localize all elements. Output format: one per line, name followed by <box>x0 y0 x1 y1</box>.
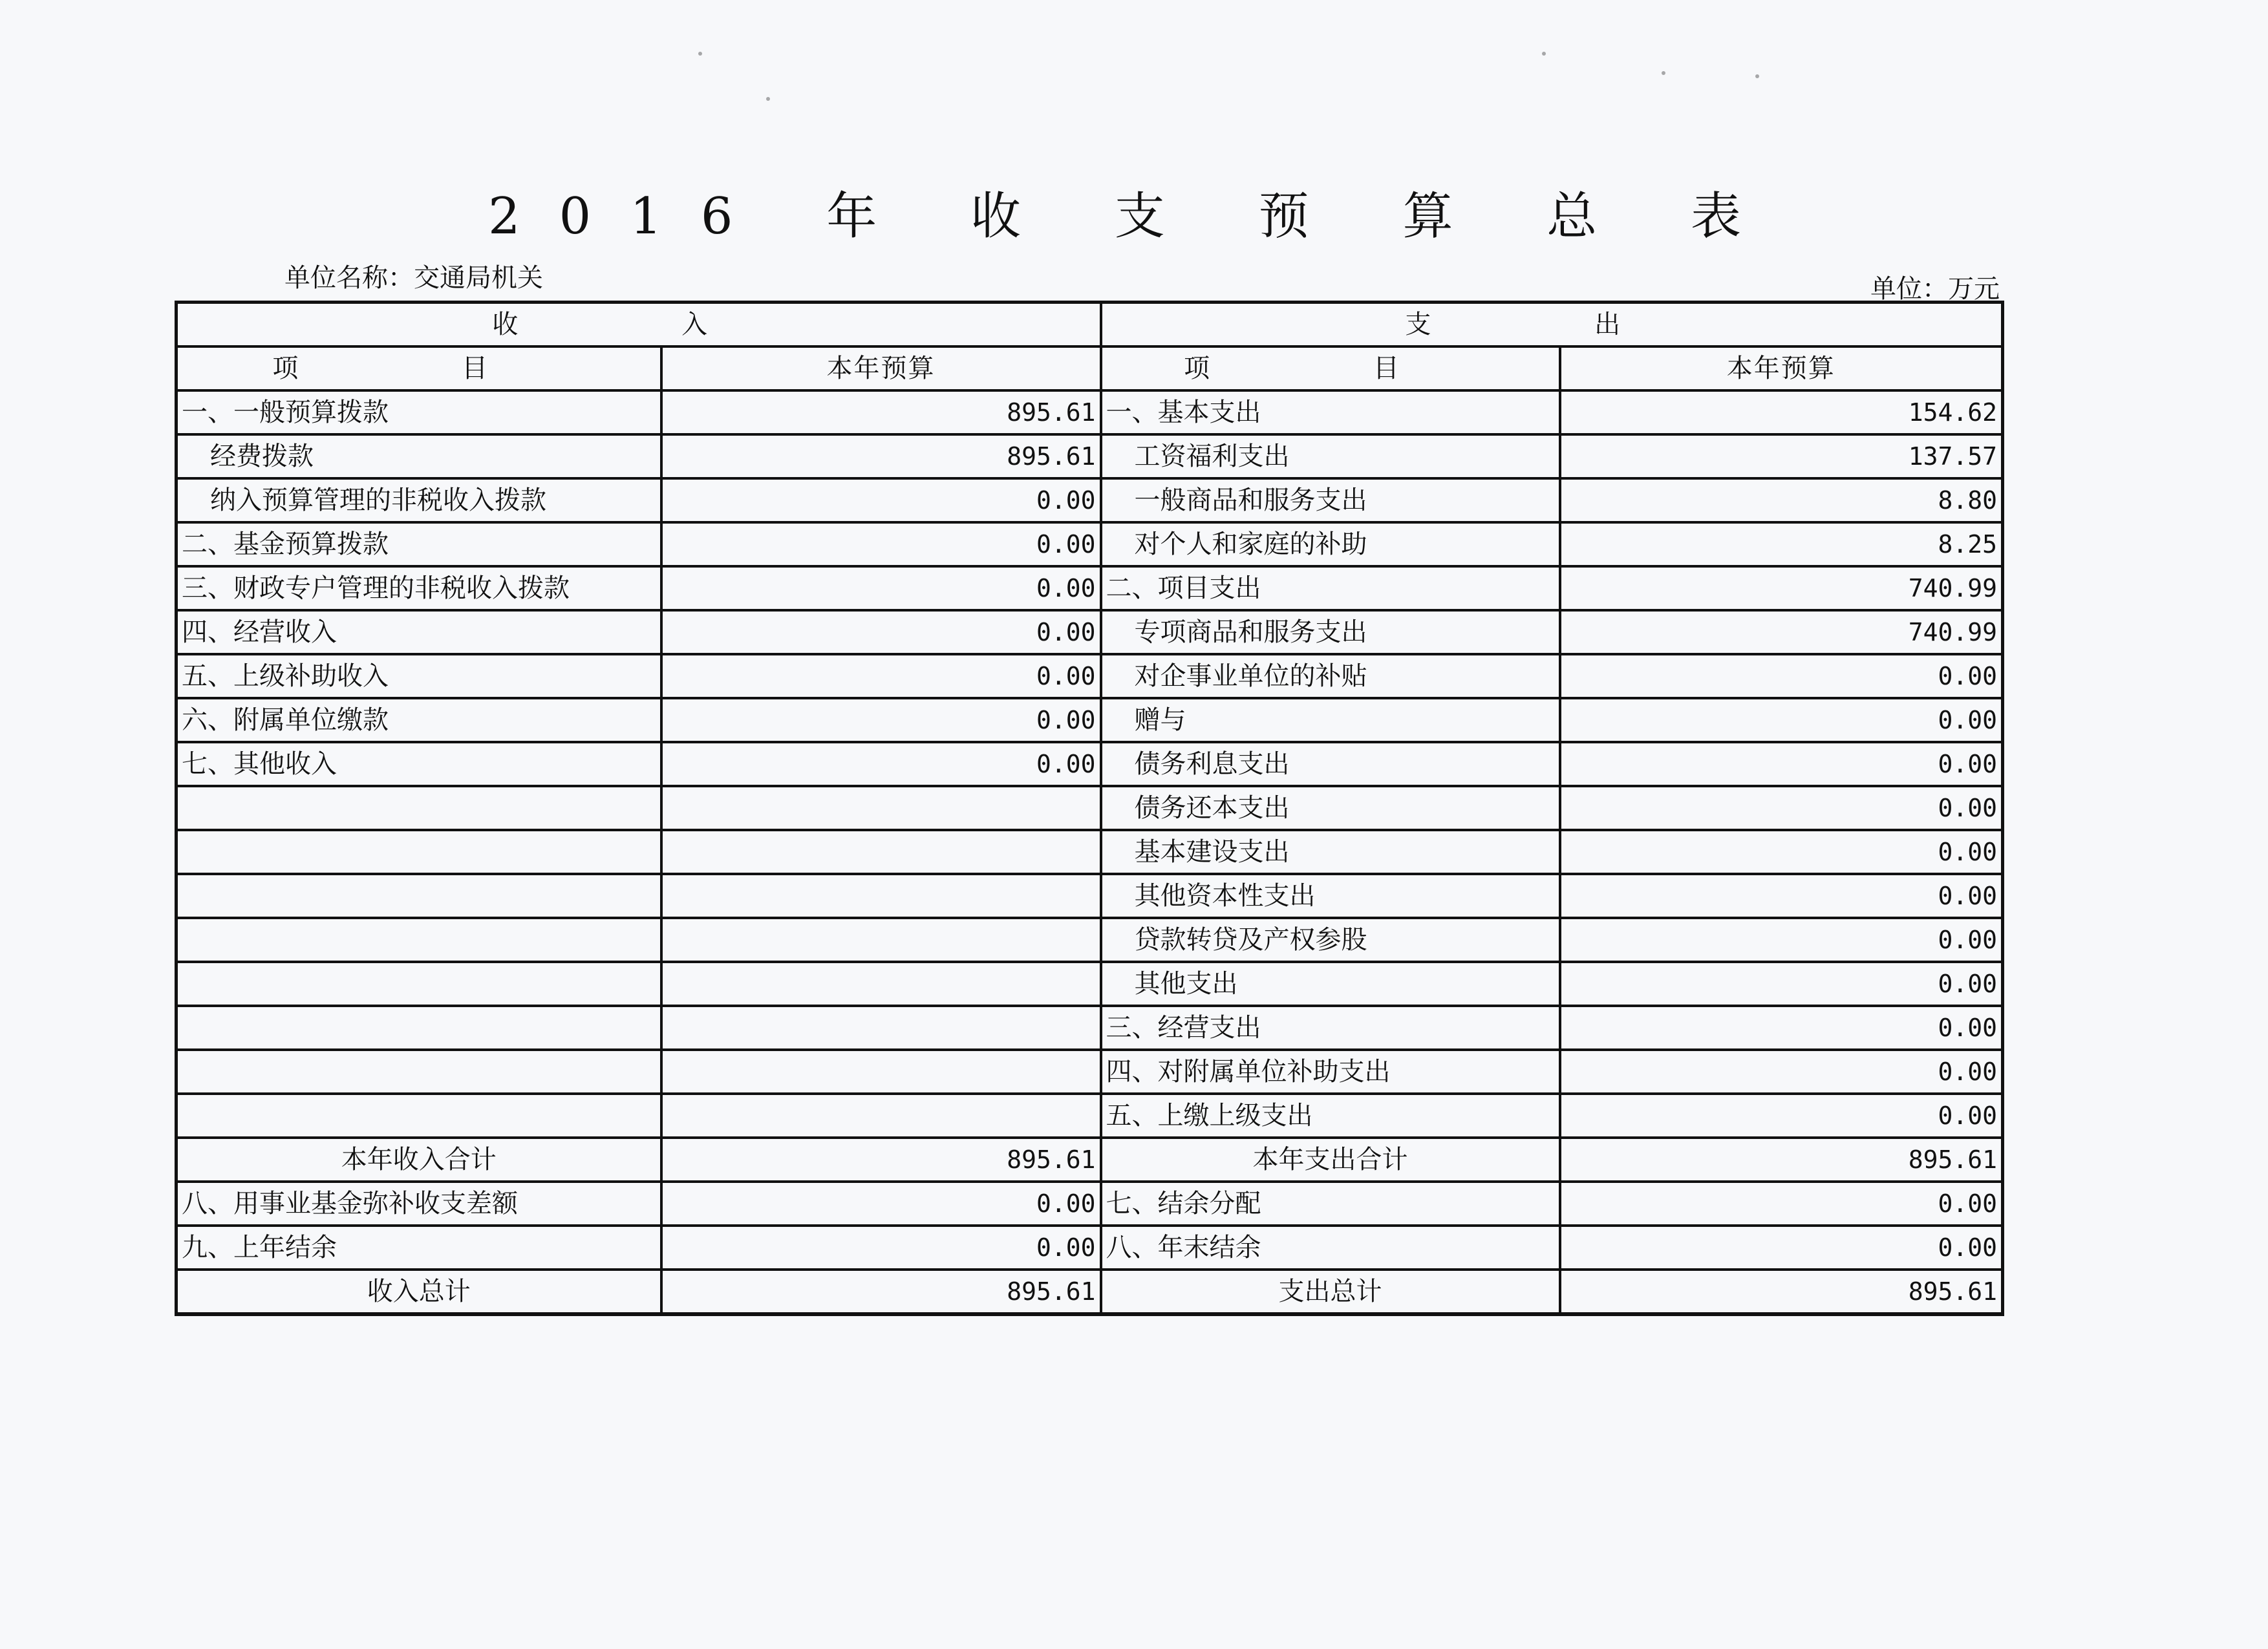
expense-item-cell: 贷款转贷及产权参股 <box>1101 918 1560 962</box>
budget-table-body <box>177 303 2003 1315</box>
income-item-cell: 五、上级补助收入 <box>177 654 661 698</box>
expense-budget-cell: 0.00 <box>1560 830 2003 874</box>
income-budget-cell <box>661 1094 1101 1138</box>
income-total-value: 895.61 <box>661 1270 1101 1314</box>
table-row <box>177 962 2003 1006</box>
scan-speck <box>1755 74 1759 78</box>
expense-section-header: 支 出 <box>1101 303 2003 347</box>
income-item-cell <box>177 962 661 1006</box>
income-total-label: 收入总计 <box>177 1270 661 1314</box>
income-subtotal-value: 895.61 <box>661 1138 1101 1182</box>
expense-budget-cell: 0.00 <box>1560 1006 2003 1050</box>
expense-item-cell: 一、基本支出 <box>1101 390 1560 434</box>
table-row <box>177 1050 2003 1094</box>
expense-total-label: 支出总计 <box>1101 1270 1560 1314</box>
unit-name: 单位名称：交通局机关 <box>284 263 543 293</box>
unit-label: 单位：万元 <box>1870 274 2000 304</box>
income-section-header: 收 入 <box>177 303 1101 347</box>
expense-total-value: 895.61 <box>1560 1270 2003 1314</box>
expense-item-cell: 五、上缴上级支出 <box>1101 1094 1560 1138</box>
column-header-row <box>177 346 2003 390</box>
income-budget-cell: 0.00 <box>661 1226 1101 1270</box>
income-budget-cell <box>661 962 1101 1006</box>
income-budget-cell: 0.00 <box>661 478 1101 522</box>
expense-budget-cell: 8.80 <box>1560 478 2003 522</box>
table-row <box>177 742 2003 786</box>
income-budget-cell: 0.00 <box>661 522 1101 566</box>
expense-item-cell: 四、对附属单位补助支出 <box>1101 1050 1560 1094</box>
expense-item-column-header: 项 目 <box>1101 346 1560 390</box>
table-row <box>177 654 2003 698</box>
expense-item-cell: 专项商品和服务支出 <box>1101 610 1560 654</box>
expense-subtotal-value: 895.61 <box>1560 1138 2003 1182</box>
income-item-column-header: 项 目 <box>177 346 661 390</box>
scan-speck <box>1662 71 1665 75</box>
income-item-cell <box>177 786 661 830</box>
expense-budget-cell: 0.00 <box>1560 1226 2003 1270</box>
income-budget-cell <box>661 874 1101 918</box>
income-item-cell <box>177 918 661 962</box>
subtotal-row <box>177 1138 2003 1182</box>
expense-budget-cell: 0.00 <box>1560 742 2003 786</box>
income-budget-cell: 0.00 <box>661 566 1101 610</box>
table-row <box>177 918 2003 962</box>
expense-budget-cell: 0.00 <box>1560 918 2003 962</box>
income-budget-cell <box>661 918 1101 962</box>
expense-item-cell: 三、经营支出 <box>1101 1006 1560 1050</box>
expense-budget-cell: 0.00 <box>1560 698 2003 742</box>
expense-subtotal-label: 本年支出合计 <box>1101 1138 1560 1182</box>
expense-item-cell: 二、项目支出 <box>1101 566 1560 610</box>
table-row <box>177 786 2003 830</box>
income-subtotal-label: 本年收入合计 <box>177 1138 661 1182</box>
income-item-cell: 经费拨款 <box>177 434 661 478</box>
table-row <box>177 478 2003 522</box>
income-item-cell: 四、经营收入 <box>177 610 661 654</box>
expense-item-cell: 债务还本支出 <box>1101 786 1560 830</box>
expense-budget-cell: 137.57 <box>1560 434 2003 478</box>
table-row <box>177 434 2003 478</box>
expense-item-cell: 其他支出 <box>1101 962 1560 1006</box>
expense-item-cell: 八、年末结余 <box>1101 1226 1560 1270</box>
income-item-cell <box>177 1050 661 1094</box>
scan-speck <box>766 97 770 101</box>
expense-budget-cell: 740.99 <box>1560 610 2003 654</box>
table-row <box>177 1006 2003 1050</box>
income-item-cell: 一、一般预算拨款 <box>177 390 661 434</box>
expense-item-cell: 对个人和家庭的补助 <box>1101 522 1560 566</box>
budget-table <box>175 301 2004 1316</box>
income-budget-cell: 0.00 <box>661 742 1101 786</box>
income-budget-cell <box>661 830 1101 874</box>
table-row <box>177 1226 2003 1270</box>
expense-item-cell: 债务利息支出 <box>1101 742 1560 786</box>
income-item-cell: 二、基金预算拨款 <box>177 522 661 566</box>
expense-budget-cell: 0.00 <box>1560 1182 2003 1226</box>
expense-budget-cell: 0.00 <box>1560 786 2003 830</box>
table-row <box>177 1182 2003 1226</box>
scan-speck <box>698 52 702 56</box>
income-budget-cell: 895.61 <box>661 434 1101 478</box>
table-row <box>177 610 2003 654</box>
income-budget-column-header: 本年预算 <box>661 346 1101 390</box>
income-budget-cell: 0.00 <box>661 1182 1101 1226</box>
expense-item-cell: 七、结余分配 <box>1101 1182 1560 1226</box>
expense-budget-cell: 0.00 <box>1560 874 2003 918</box>
expense-budget-cell: 0.00 <box>1560 1050 2003 1094</box>
table-row <box>177 874 2003 918</box>
income-item-cell <box>177 830 661 874</box>
income-item-cell: 九、上年结余 <box>177 1226 661 1270</box>
income-budget-cell <box>661 786 1101 830</box>
table-row <box>177 566 2003 610</box>
table-row <box>177 1094 2003 1138</box>
income-budget-cell: 0.00 <box>661 654 1101 698</box>
income-item-cell <box>177 874 661 918</box>
table-row <box>177 698 2003 742</box>
table-row <box>177 390 2003 434</box>
income-budget-cell: 0.00 <box>661 698 1101 742</box>
expense-budget-cell: 740.99 <box>1560 566 2003 610</box>
table-row <box>177 830 2003 874</box>
expense-budget-cell: 0.00 <box>1560 1094 2003 1138</box>
expense-budget-cell: 8.25 <box>1560 522 2003 566</box>
income-item-cell <box>177 1006 661 1050</box>
expense-item-cell: 工资福利支出 <box>1101 434 1560 478</box>
table-row <box>177 522 2003 566</box>
scan-speck <box>1542 52 1546 56</box>
income-item-cell: 六、附属单位缴款 <box>177 698 661 742</box>
grand-total-row <box>177 1270 2003 1314</box>
expense-budget-column-header: 本年预算 <box>1560 346 2003 390</box>
page-title: 2016 年 收 支 预 算 总 表 <box>487 187 1781 246</box>
section-header-row <box>177 303 2003 347</box>
income-budget-cell: 0.00 <box>661 610 1101 654</box>
income-budget-cell: 895.61 <box>661 390 1101 434</box>
expense-item-cell: 基本建设支出 <box>1101 830 1560 874</box>
income-item-cell <box>177 1094 661 1138</box>
expense-item-cell: 对企事业单位的补贴 <box>1101 654 1560 698</box>
income-item-cell: 纳入预算管理的非税收入拨款 <box>177 478 661 522</box>
expense-budget-cell: 0.00 <box>1560 962 2003 1006</box>
expense-item-cell: 其他资本性支出 <box>1101 874 1560 918</box>
income-budget-cell <box>661 1050 1101 1094</box>
expense-item-cell: 赠与 <box>1101 698 1560 742</box>
income-budget-cell <box>661 1006 1101 1050</box>
income-item-cell: 七、其他收入 <box>177 742 661 786</box>
expense-item-cell: 一般商品和服务支出 <box>1101 478 1560 522</box>
income-item-cell: 八、用事业基金弥补收支差额 <box>177 1182 661 1226</box>
expense-budget-cell: 154.62 <box>1560 390 2003 434</box>
expense-budget-cell: 0.00 <box>1560 654 2003 698</box>
income-item-cell: 三、财政专户管理的非税收入拨款 <box>177 566 661 610</box>
